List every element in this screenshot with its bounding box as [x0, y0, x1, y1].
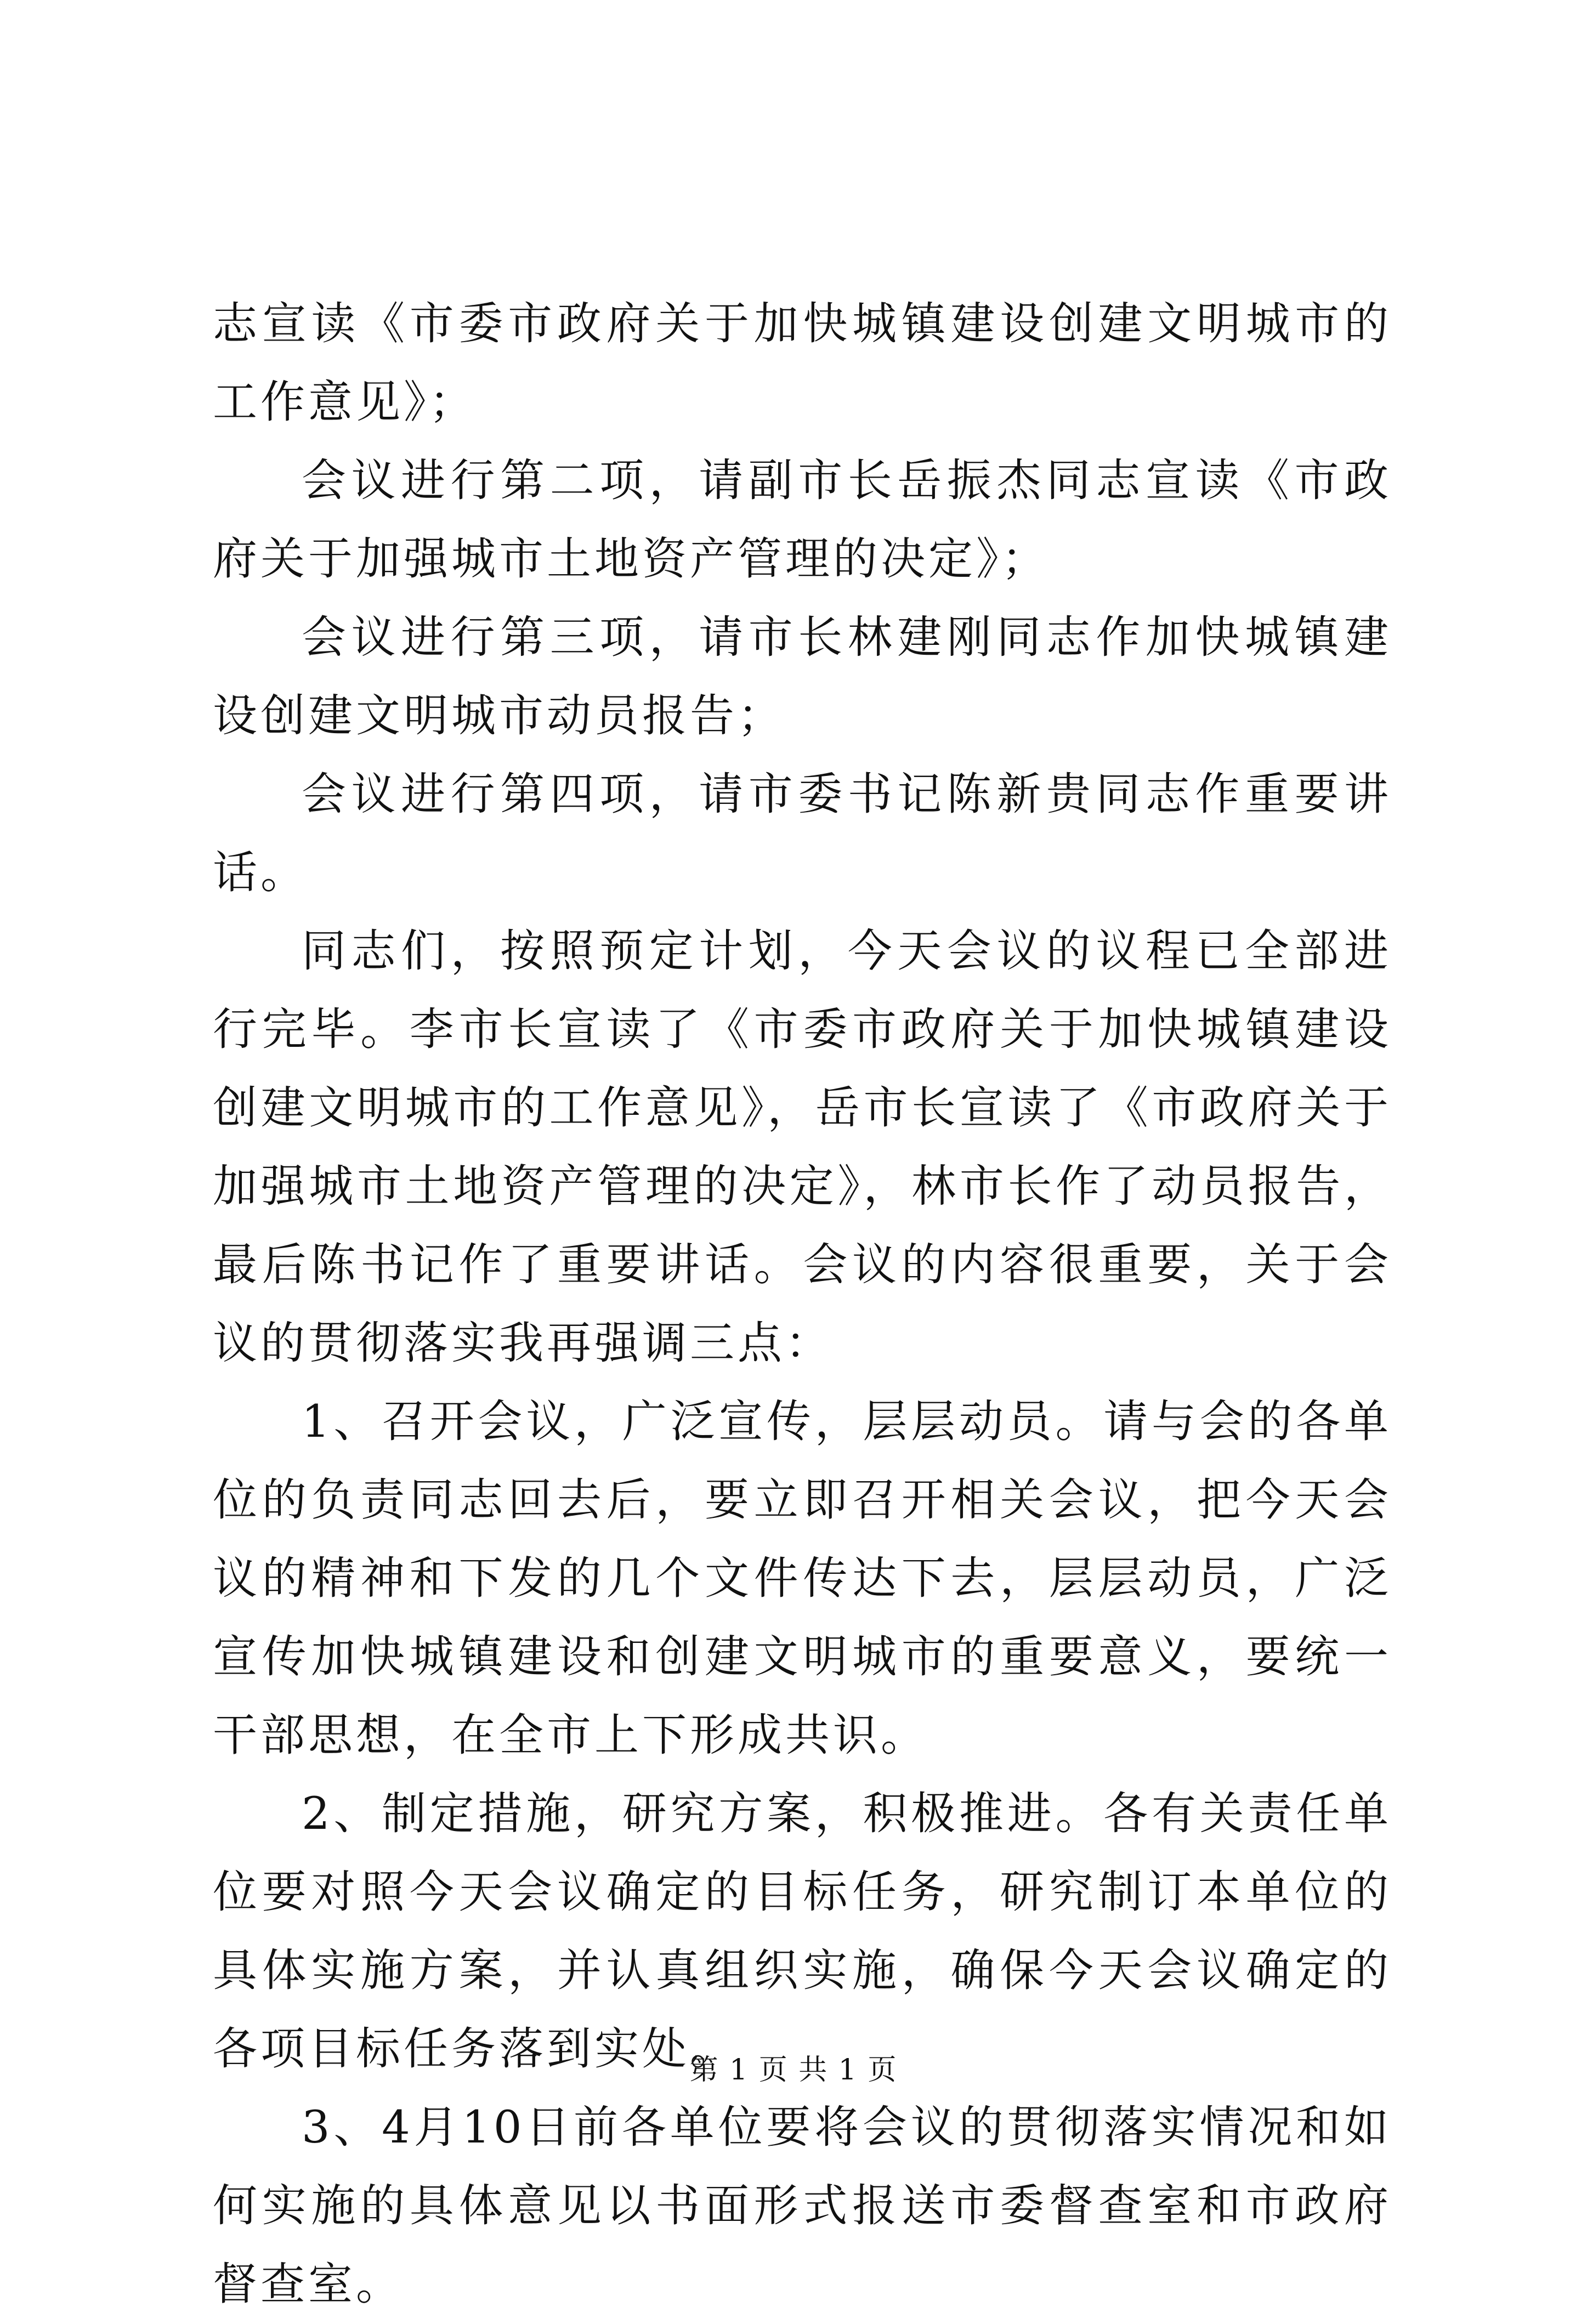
document-body [213, 285, 1392, 2324]
paragraph-4: 会议进行第四项，请市委书记陈新贵同志作重要讲话。 [213, 769, 1392, 899]
page-footer [0, 2051, 1587, 2089]
paragraph-1: 志宣读《市委市政府关于加快城镇建设创建文明城市的工作意见》； [213, 298, 1392, 428]
paragraph-2: 会议进行第二项，请副市长岳振杰同志宣读《市政府关于加强城市土地资产管理的决定》； [213, 455, 1392, 585]
paragraph-3: 会议进行第三项，请市长林建刚同志作加快城镇建设创建文明城市动员报告； [213, 612, 1392, 742]
paragraph-8: 3、4月10日前各单位要将会议的贯彻落实情况和如何实施的具体意见以书面形式报送市委督查室和市政府督查室。 [213, 2102, 1392, 2310]
page-number-label: 第 1 页 共 1 页 [689, 2054, 898, 2087]
paragraph-7: 2、制定措施，研究方案，积极推进。各有关责任单位要对照今天会议确定的目标任务，研究制订本单位的具体实施方案，并认真组织实施，确保今天会议确定的各项目标任务落到实处。 [213, 1788, 1392, 2075]
paragraph-5: 同志们，按照预定计划，今天会议的议程已全部进行完毕。李市长宣读了《市委市政府关于加快城镇建设创建文明城市的工作意见》，岳市长宣读了《市政府关于加强城市土地资产管理的决定》，林市长作了动员报告，最后陈书记作了重要讲话。会议的内容很重要，关于会议的贯彻落实我再强调三点： [213, 926, 1392, 1369]
paragraph-6: 1、召开会议，广泛宣传，层层动员。请与会的各单位的负责同志回去后，要立即召开相关会议，把今天会议的精神和下发的几个文件传达下去，层层动员，广泛宣传加快城镇建设和创建文明城市的重要意义，要统一干部思想，在全市上下形成共识。 [213, 1396, 1392, 1761]
